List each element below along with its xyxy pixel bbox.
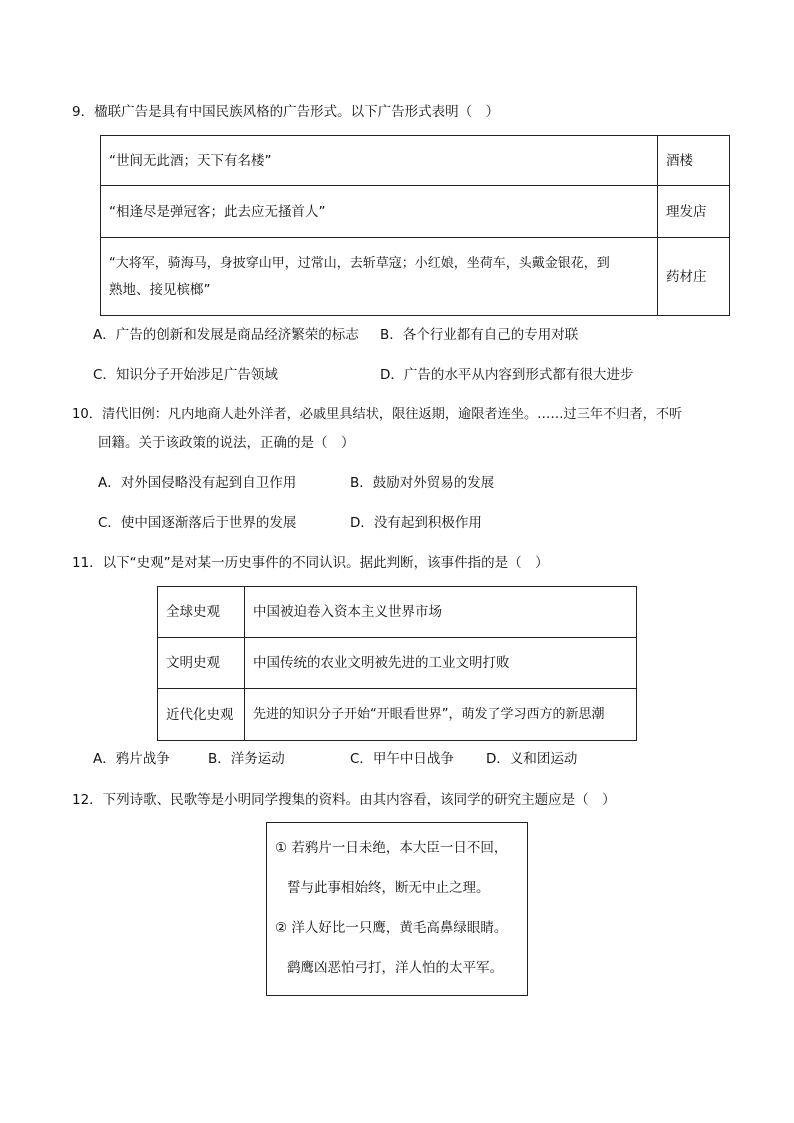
q9-row2-label: 理发店 bbox=[658, 186, 730, 238]
q9-row1-text: “世间无此酒；天下有名楼” bbox=[101, 136, 658, 186]
q9-option-b[interactable]: B．各个行业都有自己的专用对联 bbox=[380, 327, 579, 343]
q9-row3-label: 药材庄 bbox=[658, 238, 730, 316]
q11-option-b[interactable]: B．洋务运动 bbox=[208, 751, 285, 767]
q12-line2: 誓与此事相始终，断无中止之理。 bbox=[287, 880, 490, 896]
q12-line4: 鹞鹰凶恶怕弓打，洋人怕的太平军。 bbox=[287, 960, 503, 976]
q9-row3-line2: 熟地、接见槟榔” bbox=[109, 281, 211, 298]
q10-option-d[interactable]: D．没有起到积极作用 bbox=[350, 515, 482, 531]
q11-option-d[interactable]: D．义和团运动 bbox=[486, 751, 578, 767]
q11-row2-text: 中国传统的农业文明被先进的工业文明打败 bbox=[245, 638, 637, 689]
q10-option-c[interactable]: C．使中国逐渐落后于世界的发展 bbox=[98, 515, 297, 531]
q11-row1-label: 全球史观 bbox=[158, 587, 245, 638]
q11-stem: 11．以下“史观”是对某一历史事件的不同认识。据此判断，该事件指的是（ ） bbox=[72, 555, 549, 571]
q10-option-a[interactable]: A．对外国侵略没有起到自卫作用 bbox=[98, 475, 297, 491]
q11-row3-label: 近代化史观 bbox=[158, 689, 245, 741]
q12-stem: 12．下列诗歌、民歌等是小明同学搜集的资料。由其内容看，该同学的研究主题应是（ ） bbox=[72, 792, 616, 808]
q12-line1: ① 若鸦片一日未绝，本大臣一日不回， bbox=[275, 840, 508, 856]
q9-stem: 9．楹联广告是具有中国民族风格的广告形式。以下广告形式表明（ ） bbox=[72, 104, 500, 120]
q9-row3-text bbox=[101, 238, 658, 316]
q9-option-d[interactable]: D．广告的水平从内容到形式都有很大进步 bbox=[380, 367, 634, 383]
q11-row3-text: 先进的知识分子开始“开眼看世界”，萌发了学习西方的新思潮 bbox=[245, 689, 637, 741]
q9-row2-text: “相逢尽是弹冠客；此去应无搔首人” bbox=[101, 186, 658, 238]
q9-option-c[interactable]: C．知识分子开始涉足广告领域 bbox=[93, 367, 278, 383]
q11-row1-text: 中国被迫卷入资本主义世界市场 bbox=[245, 587, 637, 638]
q12-poem-box bbox=[266, 822, 528, 996]
q10-stem-line2: 回籍。关于该政策的说法，正确的是（ ） bbox=[98, 435, 355, 451]
q9-table bbox=[100, 135, 730, 316]
q12-line3: ② 洋人好比一只鹰，黄毛高鼻绿眼睛。 bbox=[275, 920, 508, 936]
q11-table bbox=[157, 586, 637, 741]
q10-stem-line1: 10．清代旧例：凡内地商人赴外洋者，必戚里具结状，限往返期，逾限者连坐。……过三年不归者，不听 bbox=[72, 407, 683, 422]
q9-row3-line1: “大将军，骑海马，身披穿山甲，过常山，去斩草寇；小红娘，坐荷车，头戴金银花，到 bbox=[109, 255, 610, 271]
q11-row2-label: 文明史观 bbox=[158, 638, 245, 689]
q10-option-b[interactable]: B．鼓励对外贸易的发展 bbox=[350, 475, 495, 491]
q11-option-a[interactable]: A．鸦片战争 bbox=[93, 751, 170, 767]
q9-option-a[interactable]: A．广告的创新和发展是商品经济繁荣的标志 bbox=[93, 327, 359, 343]
q9-row1-label: 酒楼 bbox=[658, 136, 730, 186]
q11-option-c[interactable]: C．甲午中日战争 bbox=[350, 751, 454, 767]
